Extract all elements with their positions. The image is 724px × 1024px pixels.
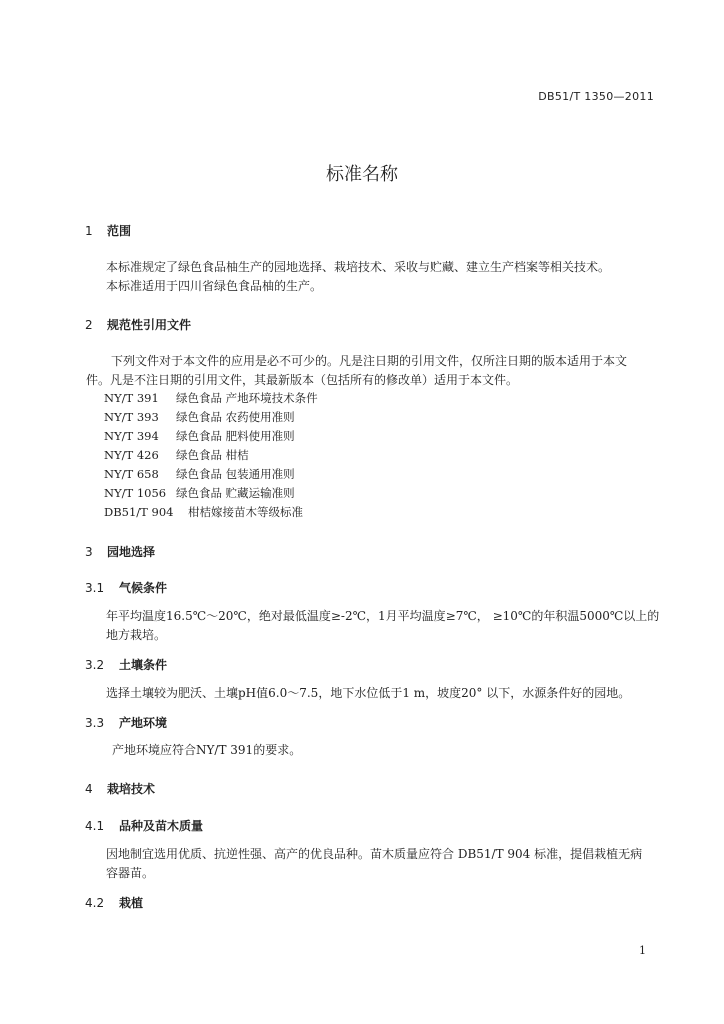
section-title: 栽培技术: [107, 782, 156, 796]
section-4-heading: [85, 780, 155, 797]
reference-title: 柑桔嫁接苗木等级标准: [188, 505, 303, 519]
paragraph-line: 产地环境应符合NY/T 391的要求。: [112, 743, 302, 757]
paragraph-line: 下列文件对于本文件的应用是必不可少的。凡是注日期的引用文件，仅所注日期的版本适用于本文: [111, 354, 628, 368]
paragraph-line: 件。凡是不注日期的引用文件，其最新版本（包括所有的修改单）适用于本文件。: [86, 373, 519, 387]
paragraph-line: 因地制宜选用优质、抗逆性强、高产的优良品种。苗木质量应符合 DB51/T 904 标准，提倡栽植无病: [106, 847, 643, 861]
reference-code: DB51/T 904: [104, 505, 174, 519]
paragraph-line: 本标准规定了绿色食品柚生产的园地选择、栽培技术、采收与贮藏、建立生产档案等相关技术。: [106, 260, 611, 274]
section-number: 4: [85, 782, 93, 796]
paragraph-line: 年平均温度16.5℃～20℃，绝对最低温度≥-2℃，1月平均温度≥7℃， ≥10℃的年积温5000℃以上的: [106, 609, 660, 623]
reference-code: NY/T 391: [104, 391, 159, 405]
section-number: 2: [85, 318, 93, 332]
paragraph-line: 选择土壤较为肥沃、土壤pH值6.0～7.5，地下水位低于1 m，坡度20° 以下，水源条件好的园地。: [106, 686, 631, 700]
section-number: 4.2: [85, 896, 105, 910]
subsection-4-2-heading: [85, 894, 143, 911]
section-title: 品种及苗木质量: [119, 819, 204, 833]
subsection-3-1-heading: [85, 579, 167, 596]
section-title: 气候条件: [119, 581, 168, 595]
reference-title: 绿色食品 肥料使用准则: [176, 429, 295, 443]
document-title: 标准名称: [326, 164, 398, 185]
section-number: 3.3: [85, 716, 105, 730]
reference-item: [104, 390, 318, 406]
section-title: 产地环境: [119, 716, 168, 730]
paragraph-line: 容器苗。: [106, 866, 155, 880]
reference-title: 绿色食品 产地环境技术条件: [176, 391, 318, 405]
section-title: 范围: [107, 224, 132, 238]
standard-number: DB51/T 1350—2011: [538, 90, 654, 103]
subsection-4-1-heading: [85, 817, 203, 834]
section-title: 栽植: [119, 896, 144, 910]
section-title: 规范性引用文件: [107, 318, 192, 332]
reference-item: [104, 504, 303, 520]
reference-code: NY/T 426: [104, 448, 159, 462]
reference-code: NY/T 394: [104, 429, 159, 443]
subsection-3-2-heading: [85, 656, 167, 673]
reference-title: 绿色食品 贮藏运输准则: [176, 486, 295, 500]
section-1-heading: [85, 222, 131, 239]
section-number: 4.1: [85, 819, 105, 833]
reference-code: NY/T 393: [104, 410, 159, 424]
reference-item: [104, 409, 295, 425]
section-title: 土壤条件: [119, 658, 168, 672]
reference-item: [104, 466, 295, 482]
reference-code: NY/T 1056: [104, 486, 167, 500]
reference-title: 绿色食品 农药使用准则: [176, 410, 295, 424]
reference-item: [104, 447, 249, 463]
reference-item: [104, 485, 295, 501]
section-number: 3.1: [85, 581, 105, 595]
section-title: 园地选择: [107, 545, 156, 559]
section-2-heading: [85, 316, 191, 333]
section-3-heading: [85, 543, 155, 560]
paragraph-line: 地方栽培。: [106, 628, 167, 642]
subsection-3-3-heading: [85, 714, 167, 731]
reference-item: [104, 428, 295, 444]
section-number: 3.2: [85, 658, 105, 672]
section-number: 1: [85, 224, 93, 238]
reference-title: 绿色食品 包装通用准则: [176, 467, 295, 481]
paragraph-line: 本标准适用于四川省绿色食品柚的生产。: [106, 279, 323, 293]
reference-code: NY/T 658: [104, 467, 159, 481]
section-number: 3: [85, 545, 93, 559]
reference-title: 绿色食品 柑桔: [176, 448, 249, 462]
page-number: 1: [639, 944, 646, 957]
